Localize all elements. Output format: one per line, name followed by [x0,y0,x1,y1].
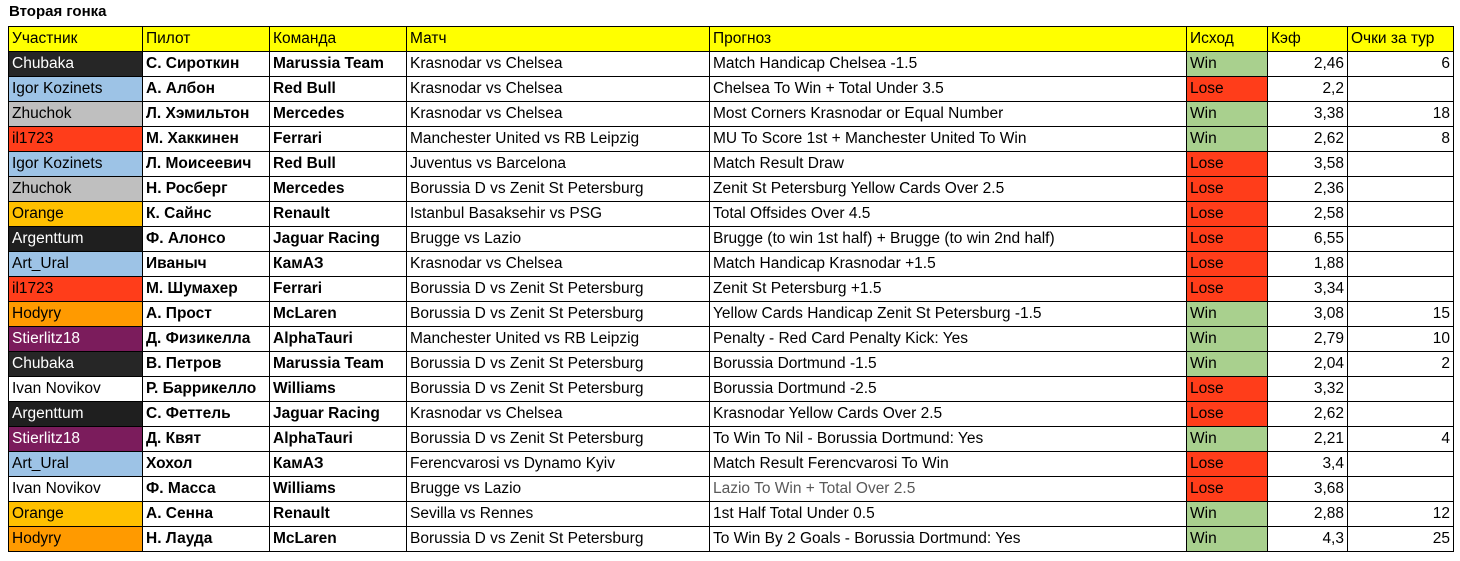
header-participant[interactable]: Участник [9,27,143,52]
bet-cell[interactable]: Zenit St Petersburg +1.5 [710,277,1187,302]
pilot-cell[interactable]: В. Петров [143,352,270,377]
pilot-cell[interactable]: С. Феттель [143,402,270,427]
table-row [9,527,1454,552]
pilot-cell[interactable]: Хохол [143,452,270,477]
bet-cell[interactable]: Chelsea To Win + Total Under 3.5 [710,77,1187,102]
match-cell[interactable]: Manchester United vs RB Leipzig [407,327,710,352]
sheet-title: Вторая гонка [9,3,107,20]
participant-cell[interactable]: Stierlitz18 [9,427,143,452]
odds-cell[interactable]: 3,68 [1268,477,1348,502]
table-row [9,402,1454,427]
bet-cell[interactable]: To Win To Nil - Borussia Dortmund: Yes [710,427,1187,452]
table-row [9,427,1454,452]
odds-cell[interactable]: 2,62 [1268,402,1348,427]
table-row [9,152,1454,177]
team-cell[interactable]: Renault [270,202,407,227]
match-cell[interactable]: Borussia D vs Zenit St Petersburg [407,352,710,377]
team-cell[interactable]: Ferrari [270,127,407,152]
result-cell[interactable]: Win [1187,327,1268,352]
odds-cell[interactable]: 3,4 [1268,452,1348,477]
participant-cell[interactable]: Argenttum [9,227,143,252]
match-cell[interactable]: Juventus vs Barcelona [407,152,710,177]
bet-cell[interactable]: Yellow Cards Handicap Zenit St Petersburg -1.5 [710,302,1187,327]
points-cell[interactable] [1348,77,1454,102]
points-cell[interactable]: 10 [1348,327,1454,352]
team-cell[interactable]: Jaguar Racing [270,227,407,252]
odds-cell[interactable]: 3,08 [1268,302,1348,327]
table-row [9,102,1454,127]
points-cell[interactable] [1348,402,1454,427]
team-cell[interactable]: Red Bull [270,77,407,102]
bet-cell[interactable]: To Win By 2 Goals - Borussia Dortmund: Yes [710,527,1187,552]
bet-cell[interactable]: 1st Half Total Under 0.5 [710,502,1187,527]
match-cell[interactable]: Borussia D vs Zenit St Petersburg [407,302,710,327]
table-row [9,502,1454,527]
odds-cell[interactable]: 2,04 [1268,352,1348,377]
result-cell[interactable]: Lose [1187,252,1268,277]
odds-cell[interactable]: 1,88 [1268,252,1348,277]
participant-cell[interactable]: Chubaka [9,52,143,77]
participant-cell[interactable]: Zhuchok [9,102,143,127]
points-cell[interactable] [1348,452,1454,477]
points-cell[interactable] [1348,177,1454,202]
result-cell[interactable]: Win [1187,52,1268,77]
results-table [8,26,1454,552]
match-cell[interactable]: Borussia D vs Zenit St Petersburg [407,527,710,552]
match-cell[interactable]: Borussia D vs Zenit St Petersburg [407,377,710,402]
pilot-cell[interactable]: Н. Лауда [143,527,270,552]
team-cell[interactable]: McLaren [270,527,407,552]
odds-cell[interactable]: 2,58 [1268,202,1348,227]
bet-cell[interactable]: Krasnodar Yellow Cards Over 2.5 [710,402,1187,427]
team-cell[interactable]: AlphaTauri [270,327,407,352]
pilot-cell[interactable]: С. Сироткин [143,52,270,77]
header-match[interactable]: Матч [407,27,710,52]
team-cell[interactable]: Marussia Team [270,352,407,377]
odds-cell[interactable]: 2,36 [1268,177,1348,202]
table-row [9,277,1454,302]
pilot-cell[interactable]: Н. Росберг [143,177,270,202]
table-row [9,352,1454,377]
match-cell[interactable]: Ferencvarosi vs Dynamo Kyiv [407,452,710,477]
points-cell[interactable]: 25 [1348,527,1454,552]
match-cell[interactable]: Brugge vs Lazio [407,227,710,252]
odds-cell[interactable]: 2,21 [1268,427,1348,452]
result-cell[interactable]: Lose [1187,152,1268,177]
table-row [9,327,1454,352]
match-cell[interactable]: Krasnodar vs Chelsea [407,52,710,77]
result-cell[interactable]: Win [1187,352,1268,377]
odds-cell[interactable]: 2,62 [1268,127,1348,152]
header-odds[interactable]: Кэф [1268,27,1348,52]
pilot-cell[interactable]: Л. Моисеевич [143,152,270,177]
match-cell[interactable]: Borussia D vs Zenit St Petersburg [407,427,710,452]
result-cell[interactable]: Win [1187,527,1268,552]
participant-cell[interactable]: il1723 [9,277,143,302]
result-cell[interactable]: Lose [1187,377,1268,402]
team-cell[interactable]: Red Bull [270,152,407,177]
participant-cell[interactable]: Igor Kozinets [9,152,143,177]
match-cell[interactable]: Krasnodar vs Chelsea [407,102,710,127]
points-cell[interactable] [1348,152,1454,177]
table-row [9,477,1454,502]
points-cell[interactable]: 6 [1348,52,1454,77]
bet-cell[interactable]: Match Result Draw [710,152,1187,177]
pilot-cell[interactable]: А. Прост [143,302,270,327]
pilot-cell[interactable]: К. Сайнс [143,202,270,227]
match-cell[interactable]: Krasnodar vs Chelsea [407,77,710,102]
participant-cell[interactable]: Chubaka [9,352,143,377]
points-cell[interactable]: 8 [1348,127,1454,152]
match-cell[interactable]: Krasnodar vs Chelsea [407,402,710,427]
table-row [9,252,1454,277]
bet-cell[interactable]: MU To Score 1st + Manchester United To Win [710,127,1187,152]
bet-cell[interactable]: Borussia Dortmund -2.5 [710,377,1187,402]
team-cell[interactable]: Mercedes [270,177,407,202]
result-cell[interactable]: Lose [1187,227,1268,252]
team-cell[interactable]: Williams [270,477,407,502]
participant-cell[interactable]: Art_Ural [9,252,143,277]
points-cell[interactable] [1348,477,1454,502]
table-row [9,227,1454,252]
result-cell[interactable]: Lose [1187,452,1268,477]
team-cell[interactable]: Marussia Team [270,52,407,77]
table-row [9,377,1454,402]
bet-cell[interactable]: Brugge (to win 1st half) + Brugge (to win 2nd half) [710,227,1187,252]
header-team[interactable]: Команда [270,27,407,52]
participant-cell[interactable]: Ivan Novikov [9,477,143,502]
odds-cell[interactable]: 2,46 [1268,52,1348,77]
points-cell[interactable] [1348,252,1454,277]
result-cell[interactable]: Win [1187,502,1268,527]
header-result[interactable]: Исход [1187,27,1268,52]
odds-cell[interactable]: 2,88 [1268,502,1348,527]
team-cell[interactable]: КамАЗ [270,452,407,477]
odds-cell[interactable]: 2,2 [1268,77,1348,102]
team-cell[interactable]: КамАЗ [270,252,407,277]
participant-cell[interactable]: Hodyry [9,527,143,552]
result-cell[interactable]: Lose [1187,277,1268,302]
odds-cell[interactable]: 6,55 [1268,227,1348,252]
pilot-cell[interactable]: Д. Квят [143,427,270,452]
bet-cell[interactable]: Total Offsides Over 4.5 [710,202,1187,227]
points-cell[interactable]: 2 [1348,352,1454,377]
bet-cell[interactable]: Borussia Dortmund -1.5 [710,352,1187,377]
points-cell[interactable]: 4 [1348,427,1454,452]
match-cell[interactable]: Borussia D vs Zenit St Petersburg [407,277,710,302]
team-cell[interactable]: Jaguar Racing [270,402,407,427]
participant-cell[interactable]: Zhuchok [9,177,143,202]
table-row [9,52,1454,77]
participant-cell[interactable]: Stierlitz18 [9,327,143,352]
match-cell[interactable]: Manchester United vs RB Leipzig [407,127,710,152]
participant-cell[interactable]: Orange [9,502,143,527]
result-cell[interactable]: Win [1187,302,1268,327]
bet-cell[interactable]: Match Result Ferencvarosi To Win [710,452,1187,477]
pilot-cell[interactable]: М. Шумахер [143,277,270,302]
header-pilot[interactable]: Пилот [143,27,270,52]
result-cell[interactable]: Lose [1187,477,1268,502]
match-cell[interactable]: Brugge vs Lazio [407,477,710,502]
table-row [9,302,1454,327]
odds-cell[interactable]: 2,79 [1268,327,1348,352]
pilot-cell[interactable]: А. Сенна [143,502,270,527]
result-cell[interactable]: Win [1187,127,1268,152]
team-cell[interactable]: AlphaTauri [270,427,407,452]
result-cell[interactable]: Lose [1187,77,1268,102]
participant-cell[interactable]: Argenttum [9,402,143,427]
pilot-cell[interactable]: Иваныч [143,252,270,277]
table-row [9,77,1454,102]
pilot-cell[interactable]: Л. Хэмильтон [143,102,270,127]
pilot-cell[interactable]: Ф. Масса [143,477,270,502]
table-row [9,452,1454,477]
result-cell[interactable]: Win [1187,102,1268,127]
bet-cell[interactable]: Match Handicap Chelsea -1.5 [710,52,1187,77]
team-cell[interactable]: Ferrari [270,277,407,302]
result-cell[interactable]: Win [1187,427,1268,452]
odds-cell[interactable]: 3,38 [1268,102,1348,127]
points-cell[interactable] [1348,202,1454,227]
points-cell[interactable]: 18 [1348,102,1454,127]
points-cell[interactable] [1348,377,1454,402]
odds-cell[interactable]: 3,58 [1268,152,1348,177]
odds-cell[interactable]: 3,32 [1268,377,1348,402]
pilot-cell[interactable]: Р. Баррикелло [143,377,270,402]
table-row [9,177,1454,202]
match-cell[interactable]: Sevilla vs Rennes [407,502,710,527]
participant-cell[interactable]: Art_Ural [9,452,143,477]
bet-cell[interactable]: Most Corners Krasnodar or Equal Number [710,102,1187,127]
points-cell[interactable]: 12 [1348,502,1454,527]
table-row [9,202,1454,227]
participant-cell[interactable]: Hodyry [9,302,143,327]
header-bet[interactable]: Прогноз [710,27,1187,52]
bet-cell[interactable]: Penalty - Red Card Penalty Kick: Yes [710,327,1187,352]
bet-cell[interactable]: Zenit St Petersburg Yellow Cards Over 2.5 [710,177,1187,202]
result-cell[interactable]: Lose [1187,177,1268,202]
match-cell[interactable]: Krasnodar vs Chelsea [407,252,710,277]
result-cell[interactable]: Lose [1187,202,1268,227]
header-points[interactable]: Очки за тур [1348,27,1454,52]
pilot-cell[interactable]: Ф. Алонсо [143,227,270,252]
header-row [9,27,1454,52]
points-cell[interactable] [1348,227,1454,252]
pilot-cell[interactable]: М. Хаккинен [143,127,270,152]
team-cell[interactable]: Williams [270,377,407,402]
match-cell[interactable]: Borussia D vs Zenit St Petersburg [407,177,710,202]
odds-cell[interactable]: 3,34 [1268,277,1348,302]
odds-cell[interactable]: 4,3 [1268,527,1348,552]
team-cell[interactable]: McLaren [270,302,407,327]
participant-cell[interactable]: Orange [9,202,143,227]
table-row [9,127,1454,152]
pilot-cell[interactable]: А. Албон [143,77,270,102]
team-cell[interactable]: Renault [270,502,407,527]
bet-cell[interactable]: Match Handicap Krasnodar +1.5 [710,252,1187,277]
participant-cell[interactable]: Igor Kozinets [9,77,143,102]
match-cell[interactable]: Istanbul Basaksehir vs PSG [407,202,710,227]
participant-cell[interactable]: il1723 [9,127,143,152]
pilot-cell[interactable]: Д. Физикелла [143,327,270,352]
result-cell[interactable]: Lose [1187,402,1268,427]
points-cell[interactable] [1348,277,1454,302]
bet-cell[interactable]: Lazio To Win + Total Over 2.5 [710,477,1187,502]
points-cell[interactable]: 15 [1348,302,1454,327]
team-cell[interactable]: Mercedes [270,102,407,127]
participant-cell[interactable]: Ivan Novikov [9,377,143,402]
